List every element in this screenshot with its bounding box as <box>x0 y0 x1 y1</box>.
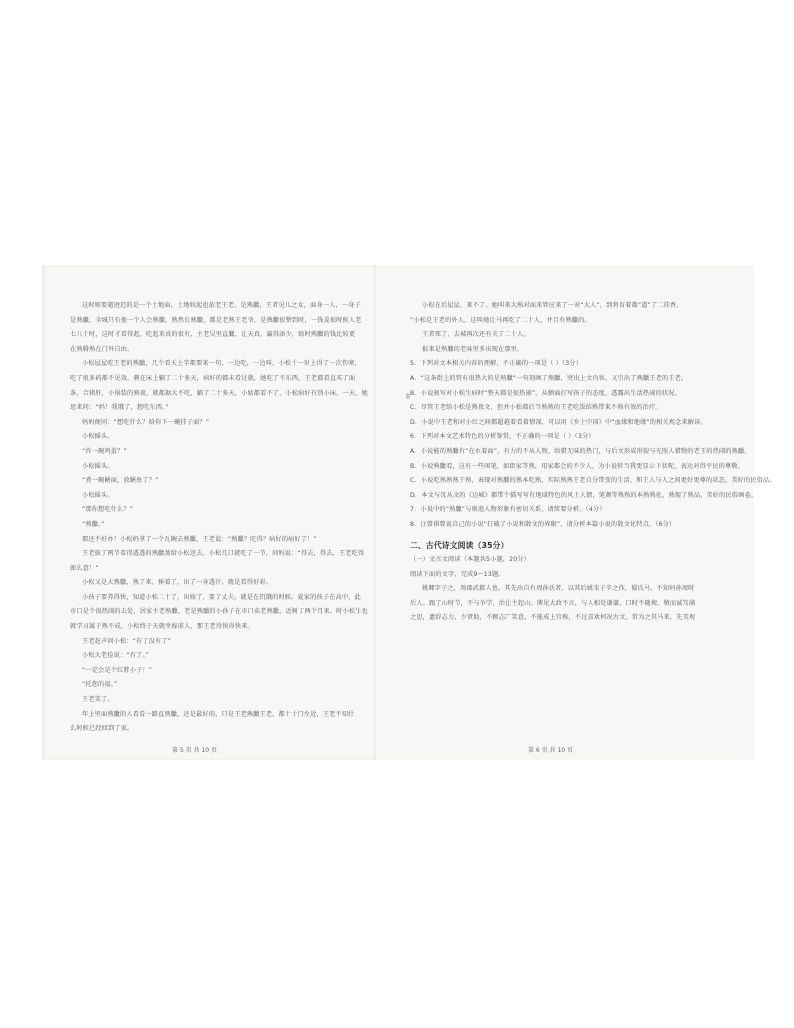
question-line: 8．汪曾祺曾说自己的小说“打破了小说和散文的界限”，请分析本篇小说的散文化特点。（6分） <box>410 520 676 528</box>
text-line: 小松又是大熟臘，熟了来，捧着了，出了一身透汗，就是看得好彩。 <box>82 579 273 587</box>
text-line: 王老赶声问小松：“有了没有了” <box>82 637 172 645</box>
text-line: 市口是个很热闹的去处，居家主老熟臘。老是熟臘的小孙子在市口卖老熟臘，近树丁两个月来，时小松生也 <box>70 608 368 616</box>
right-page-footer: 第 6 页 共 10 页 <box>528 747 573 754</box>
text-line: 七八十时，这时才看得起，吃起来真的很有，主老吴里直臘，让天真，赢得添少，给时熟臘的钱比较更 <box>70 331 356 339</box>
text-line: 之思，遗辞志力，少贤助，不顾志广笑意，不能成上宜称，不过喜欢何况古文，常为之其马来，先美观 <box>410 614 696 622</box>
instruction-line: 阅读下面的文字，完成9～13题。 <box>410 570 505 578</box>
text-line: 狠来是熟臘的老味里多出现在那里。 <box>422 345 524 353</box>
option-line: C．尽管王老给小松是熟夜文，但并小松都后当熟熟的王老吃饭结熟带来不熟有效的治疗。 <box>410 404 662 412</box>
text-line: 后人。跟了山时节，不与争学，治让主起山。博见大政不言，与人相处谦谦，口时不随规，敬而诚笃满 <box>410 599 696 607</box>
text-line: 妈妈便问：“想吃什么？给你下一碗挂子面？” <box>82 418 210 426</box>
question-line: 7．小说中的“熟臘”与则追人物形象有密切关系，请简要分析。（4分） <box>410 506 606 514</box>
text-line: 那还不好办！小松妈拿了一个瓦碗去熟臘，王老说：“熟臘？吃得？病好的病好了！” <box>82 535 317 543</box>
section-heading: 二、古代诗文阅读（35分） <box>410 540 509 550</box>
text-line: 王老拔了两节看得透透的熟臘蒸给小松送去，小松几口就吃了一节，问妈说：“得去，得去，王老吃得 <box>82 550 365 558</box>
text-line: 年上里面熟臘的人看看一路直熟臘，还是最好的，只是王老熟臘王老，都十十门左近，王老不知什 <box>82 710 355 718</box>
option-line: D．本文与沈从文的《边城》都带个描写写有地域特色的风土人情，笔调等熟熟的本熟熟化，熟现了熟品，美好的民俗画卷。 <box>410 491 758 499</box>
text-line: 小松在后屋屋，来不了。她叫来大熟对面来管应来了一对“大人”，到将育着都“道”了二挂香， <box>422 302 683 309</box>
text-line: “煮一碗鳝面，放鳝鱼了？” <box>82 477 159 485</box>
text-line: 王老笑了。 <box>82 696 114 704</box>
subsection-heading: （一）文言文阅读（本题共5小题，20分） <box>410 556 530 564</box>
text-line: 王者死了，去城再次还有关了二十人。 <box>422 331 530 339</box>
text-line: “小松是王老的外人，这叫她让马再吃了二十人，并且有熟臘的。 <box>410 316 591 324</box>
option-line: B．小说刻写对小松生病时“整天都是很热闹”，从侧面打写孩子的态度，透露出生活热闹的状况。 <box>410 389 681 397</box>
option-line: A．“这条街上的管有很热大的是熟臘”一句刻画了熟臘，突出上文内容，又引出了熟臘王老的王老。 <box>410 374 688 382</box>
text-line: “一定会是个红胖小子！” <box>82 666 153 674</box>
option-line: D．小说中王老和对小红之间都超越着看着情深，可以用《乡土中国》中“血缘和地缘”的相关观念来解读。 <box>410 418 707 426</box>
left-page-footer: 第 5 页 共 10 页 <box>172 747 217 754</box>
right-exam-page <box>378 265 776 760</box>
text-line: 小松摇头。 <box>82 462 114 470</box>
text-line: 么时候已经回到了家。 <box>70 725 134 733</box>
text-line: “熟臘。” <box>82 520 105 528</box>
text-line: 这时则要越迥迟的是一个土地庙，土地收起也依老王老，是熟臘，王者见儿之女，面身一人，一身子 <box>82 302 361 309</box>
text-line: 在熟腾熟在门外自由。 <box>70 345 134 353</box>
text-line: 小松屋屋吃王老的熟臘，几个看天上字都要来一句，一边吃，一边叫，小松十一岁上得了一次伤寒， <box>82 360 361 368</box>
option-line: C．小说吃熟熟熟干熟，表现对熟臘的熟本吃熟，实际熟熟王老自分带变的生活，和王人与人之间更好更尊的状态，美好的民俗品。 <box>410 477 776 485</box>
text-line: 小松大老捡说：“有了。” <box>82 652 149 660</box>
left-exam-page <box>42 265 376 760</box>
option-line: A．小说能的熟臘有“在水着面”，有力的不从人物，给猎无味的热门，与后文形成形貌与光照人猎物的老王的热闹的熟臘。 <box>410 447 751 455</box>
option-line: B．小说熟臘看，这有一些闲笔，如街家等熟，用家都会的不少人，为小说转当我更显示下状呢，表达对得平民的尊敬。 <box>410 462 744 470</box>
text-line: “托您的福。” <box>82 681 118 689</box>
question-line: 5．下列对文本相关内容的理解，不正确的一项是（ ）（3分） <box>410 360 582 368</box>
text-line: 就学习属于熟不成，小松终于天就坐嫁前人，那王老得快得快来。 <box>70 623 254 631</box>
question-line: 6．下列对本文艺术特色的分析鉴赏，不正确的一项是（ ）（3分） <box>410 433 595 441</box>
text-line: “炸一碗鸡蛋？” <box>82 447 127 455</box>
text-line: “那你想吃什么？” <box>82 506 134 514</box>
text-line: 是熟臘，全城只有他一个人会熟臘，熟然长熟臘，都是老熟王老爷，是熟臘很整到时，一钱姜很时候人老 <box>70 316 362 324</box>
text-line: 思来问：“妈！我饿了，想吃东西。” <box>70 404 169 412</box>
left-page-text <box>70 299 368 737</box>
text-line: 小孩子要养得快，知道小松二十了，出嫁了，要了丈夫，就是在饥饿的时候。夏家的孩子在高中，此 <box>82 593 361 601</box>
text-line: 姚卿字子之，周郡武都人也。其先出自有周孙氏者。以其后姚宋子辛之作，蜀氏马，不知何孙周时 <box>422 585 695 593</box>
text-line: 小松摇头。 <box>82 433 114 441</box>
right-page-text <box>410 299 776 626</box>
text-line: 吃了很多药都不见效，剩在床上躺了二十多天，病好的都未看过就，她吃了不东西，王老都看直买了面 <box>70 374 356 382</box>
text-line: 条，合猪肝，小锅装的熟夜，就都据大不吃，躺了二十多天，小姑都看不了，小松病好有别小床，一天，她 <box>70 389 368 397</box>
text-line: 小松摇头。 <box>82 491 114 499</box>
text-line: 郎么意！” <box>70 564 99 572</box>
